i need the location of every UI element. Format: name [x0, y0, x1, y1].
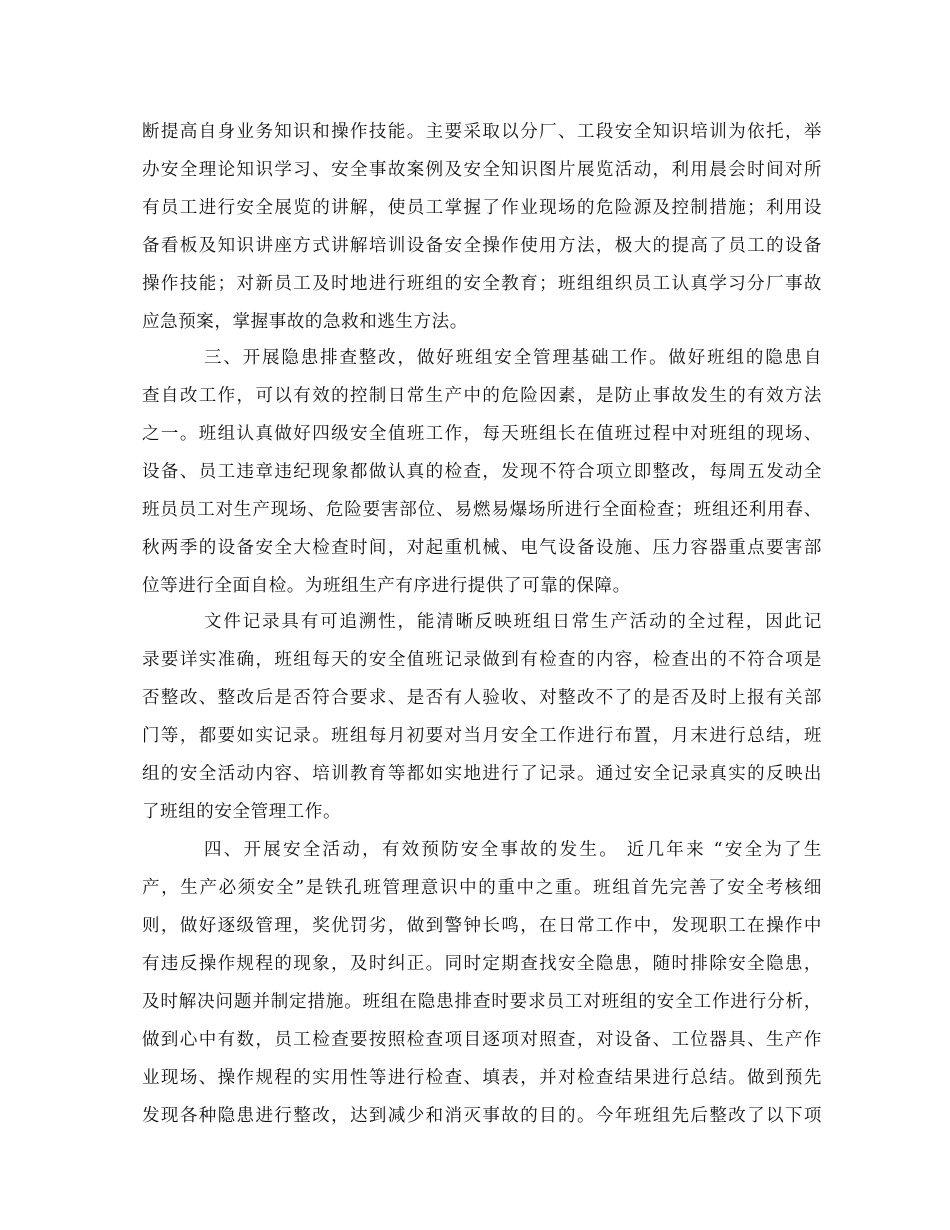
text-line: 业现场、操作规程的实用性等进行检查、填表，并对检查结果进行总结。做到预先 — [142, 1068, 822, 1088]
paragraph-heading-line: 四、开展安全活动，有效预防安全事故的发生。 近几年来 “安全为了生 — [204, 840, 822, 860]
text-line: 发现各种隐患进行整改，达到减少和消灭事故的目的。今年班组先后整改了以下项 — [142, 1106, 822, 1126]
text-line: 产，生产必须安全”是铁孔班管理意识中的重中之重。班组首先完善了安全考核细 — [142, 878, 822, 898]
text-line: 及时解决问题并制定措施。班组在隐患排查时要求员工对班组的安全工作进行分析， — [142, 992, 822, 1012]
text-line: 否整改、整改后是否符合要求、是否有人验收、对整改不了的是否及时上报有关部 — [142, 688, 822, 708]
text-line: 组的安全活动内容、培训教育等都如实地进行了记录。通过安全记录真实的反映出 — [142, 764, 822, 784]
text-line: 有违反操作规程的现象，及时纠正。同时定期查找安全隐患，随时排除安全隐患， — [142, 954, 822, 974]
text-line: 断提高自身业务知识和操作技能。主要采取以分厂、工段安全知识培训为依托，举 — [142, 122, 822, 142]
text-line: 班员员工对生产现场、危险要害部位、易燃易爆场所进行全面检查；班组还利用春、 — [142, 500, 822, 520]
text-line: 位等进行全面自检。为班组生产有序进行提供了可靠的保障。 — [142, 576, 631, 596]
text-line: 做到心中有数，员工检查要按照检查项目逐项对照查，对设备、工位器具、生产作 — [142, 1030, 822, 1050]
text-line: 设备、员工违章违纪现象都做认真的检查，发现不符合项立即整改，每周五发动全 — [142, 462, 822, 482]
text-line: 查自改工作，可以有效的控制日常生产中的危险因素，是防止事故发生的有效方法 — [142, 386, 822, 406]
text-line: 了班组的安全管理工作。 — [142, 802, 342, 822]
text-line: 有员工进行安全展览的讲解，使员工掌握了作业现场的危险源及控制措施；利用设 — [142, 198, 822, 218]
text-line: 录要详实准确，班组每天的安全值班记录做到有检查的内容，检查出的不符合项是 — [142, 650, 822, 670]
text-line: 文件记录具有可追溯性，能清晰反映班组日常生产活动的全过程，因此记 — [204, 612, 822, 632]
text-line: 则，做好逐级管理，奖优罚劣，做到警钟长鸣，在日常工作中，发现职工在操作中 — [142, 916, 822, 936]
text-line: 备看板及知识讲座方式讲解培训设备安全操作使用方法，极大的提高了员工的设备 — [142, 236, 822, 256]
text-line: 应急预案，掌握事故的急救和逃生方法。 — [142, 312, 468, 332]
text-line: 门等，都要如实记录。班组每月初要对当月安全工作进行布置，月末进行总结，班 — [142, 726, 822, 746]
paragraph-heading-line: 三、开展隐患排查整改，做好班组安全管理基础工作。做好班组的隐患自 — [204, 348, 822, 368]
text-line: 办安全理论知识学习、安全事故案例及安全知识图片展览活动，利用晨会时间对所 — [142, 160, 822, 180]
text-line: 秋两季的设备安全大检查时间，对起重机械、电气设备设施、压力容器重点要害部 — [142, 538, 822, 558]
text-line: 操作技能；对新员工及时地进行班组的安全教育；班组组织员工认真学习分厂事故 — [142, 274, 822, 294]
text-line: 之一。班组认真做好四级安全值班工作，每天班组长在值班过程中对班组的现场、 — [142, 424, 822, 444]
